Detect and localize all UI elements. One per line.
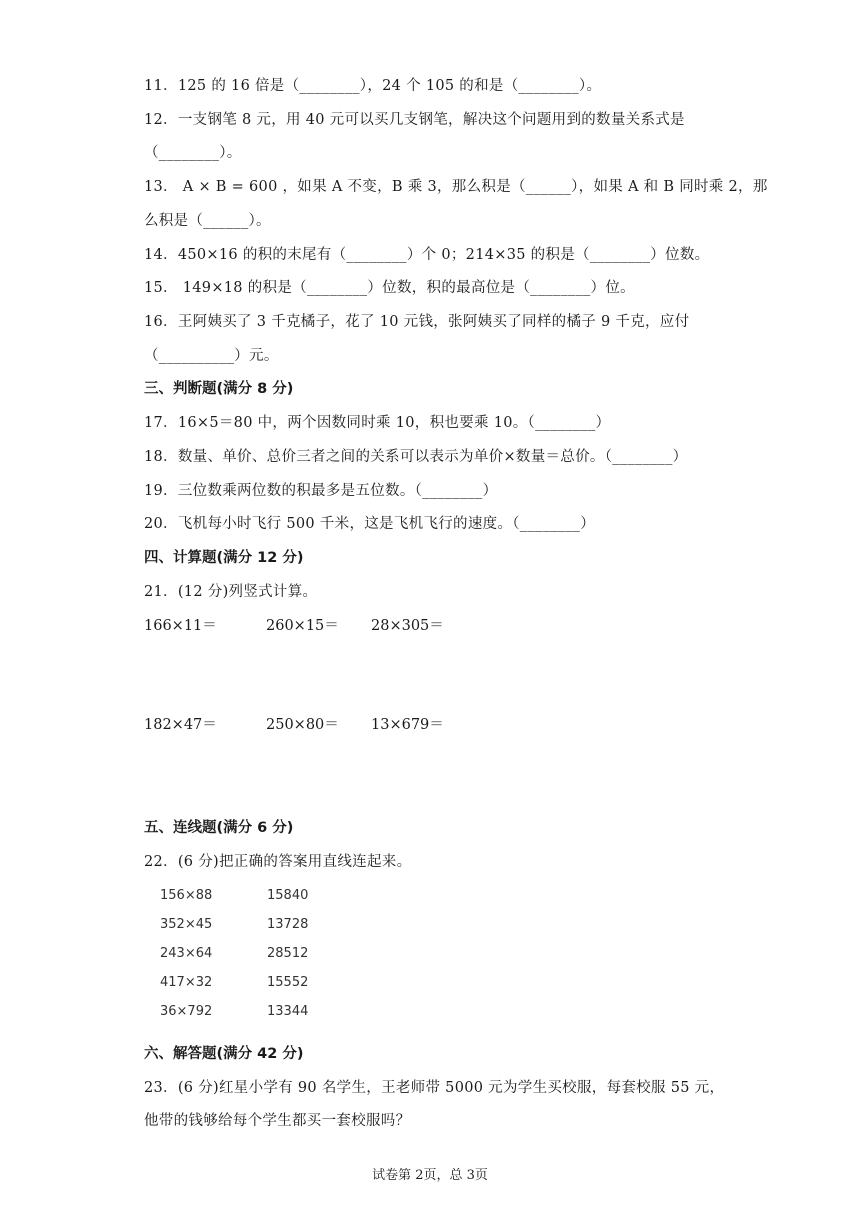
- match-right-item: 28512: [267, 946, 309, 961]
- match-left-item: 352×45: [160, 917, 213, 932]
- section-heading-calculation: 四、计算题(满分 12 分): [144, 550, 304, 566]
- question-13: 13． A × B = 600 ，如果 A 不变，B 乘 3，那么积是（______），如果 A 和 B 同时乘 2，那: [144, 179, 768, 195]
- question-18: 18．数量、单价、总价三者之间的关系可以表示为单价×数量＝总价。（________）: [144, 449, 688, 465]
- page-footer: 试卷第 2页，总 3页: [372, 1168, 488, 1183]
- match-left-item: 156×88: [160, 888, 213, 903]
- calc-item: 182×47＝: [144, 717, 217, 733]
- question-11: 11．125 的 16 倍是（________），24 个 105 的和是（________）。: [144, 78, 602, 94]
- calc-item: 28×305＝: [371, 618, 444, 634]
- question-14: 14．450×16 的积的末尾有（________）个 0；214×35 的积是（________）位数。: [144, 247, 710, 263]
- calc-item: 166×11＝: [144, 618, 217, 634]
- match-left-item: 417×32: [160, 975, 213, 990]
- question-19: 19．三位数乘两位数的积最多是五位数。（________）: [144, 483, 498, 499]
- question-22: 22．(6 分)把正确的答案用直线连起来。: [144, 854, 412, 870]
- match-left-item: 36×792: [160, 1004, 213, 1019]
- match-right-item: 13344: [267, 1004, 309, 1019]
- question-12: 12．一支钢笔 8 元，用 40 元可以买几支钢笔，解决这个问题用到的数量关系式是: [144, 112, 685, 128]
- question-15: 15． 149×18 的积是（________）位数，积的最高位是（________）位。: [144, 280, 635, 296]
- section-heading-word-problems: 六、解答题(满分 42 分): [144, 1046, 304, 1062]
- match-right-item: 13728: [267, 917, 309, 932]
- calc-item: 13×679＝: [371, 717, 444, 733]
- calc-item: 250×80＝: [266, 717, 339, 733]
- question-23-continued: 他带的钱够给每个学生都买一套校服吗？: [144, 1113, 411, 1129]
- match-left-item: 243×64: [160, 946, 213, 961]
- match-right-item: 15552: [267, 975, 309, 990]
- section-heading-judgement: 三、判断题(满分 8 分): [144, 381, 294, 397]
- question-21: 21．(12 分)列竖式计算。: [144, 584, 318, 600]
- question-23: 23．(6 分)红星小学有 90 名学生，王老师带 5000 元为学生买校服，每套校服 55 元，: [144, 1080, 725, 1096]
- calc-item: 260×15＝: [266, 618, 339, 634]
- question-13-continued: 么积是（______）。: [144, 213, 271, 229]
- question-16: 16．王阿姨买了 3 千克橘子，花了 10 元钱，张阿姨买了同样的橘子 9 千克，应付: [144, 314, 690, 330]
- match-right-item: 15840: [267, 888, 309, 903]
- section-heading-matching: 五、连线题(满分 6 分): [144, 820, 294, 836]
- question-20: 20．飞机每小时飞行 500 千米，这是飞机飞行的速度。（________）: [144, 516, 595, 532]
- question-16-continued: （__________）元。: [144, 348, 279, 364]
- question-12-continued: （________）。: [144, 145, 242, 161]
- question-17: 17．16×5＝80 中，两个因数同时乘 10，积也要乘 10。（________）: [144, 415, 611, 431]
